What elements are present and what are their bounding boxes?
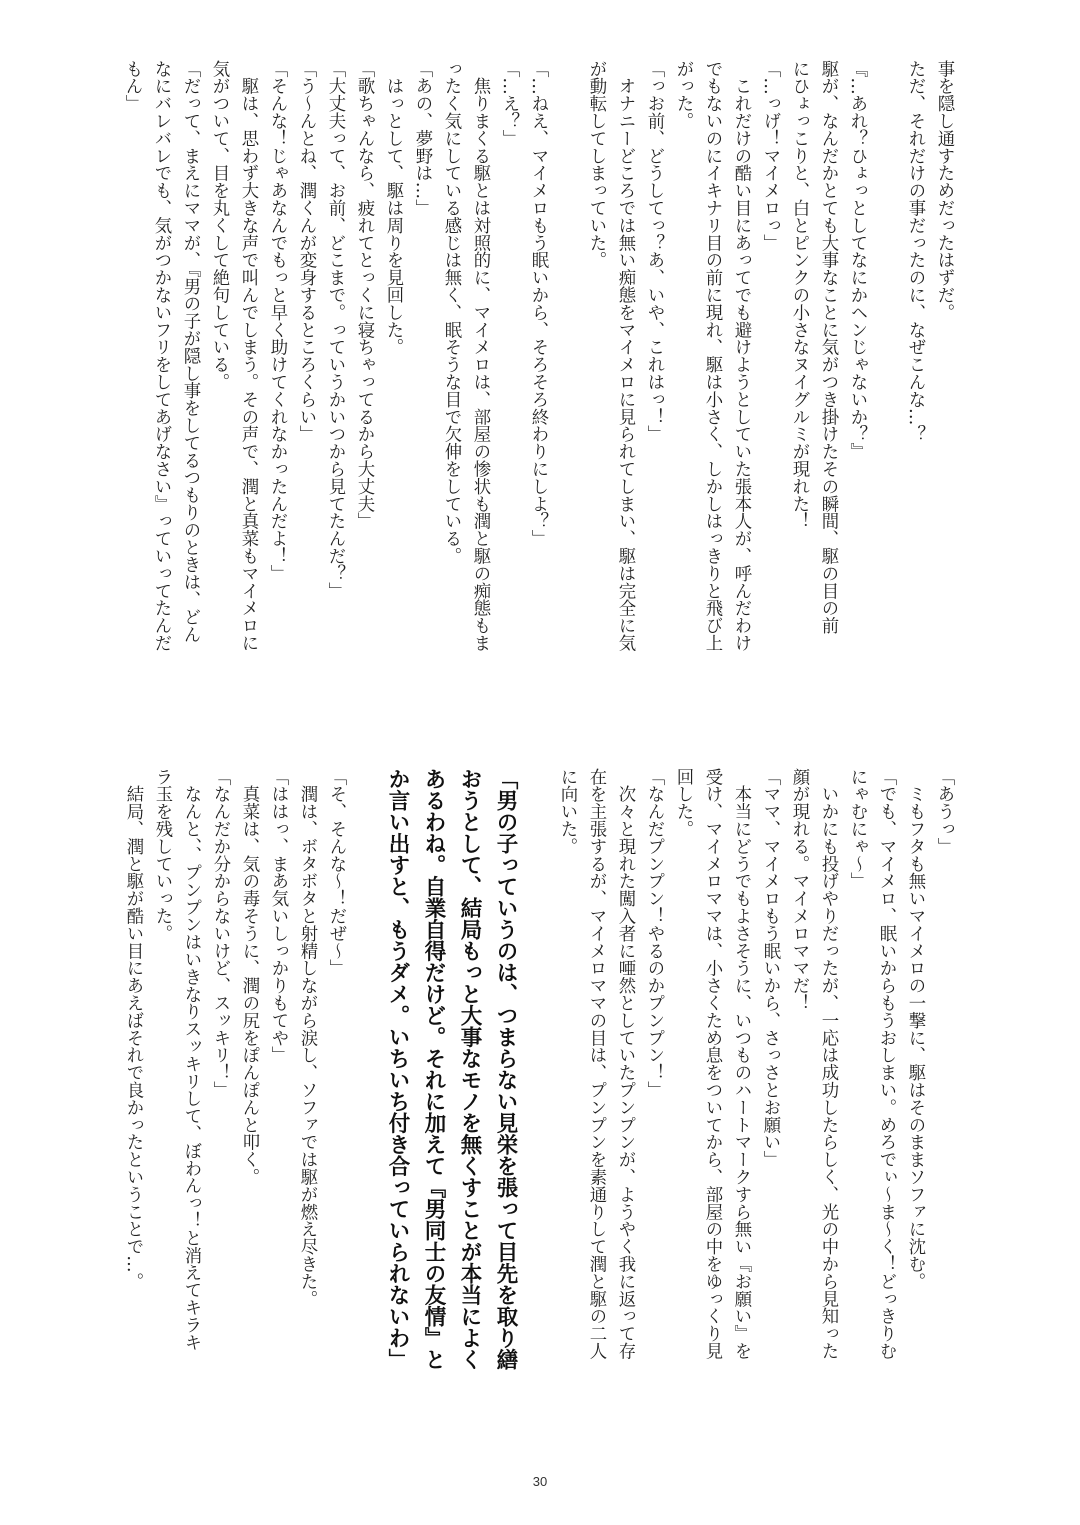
text-line: にゃむにゃ～」 [847,768,867,890]
text-line: 焦りまくる駆とは対照的に、マイメロは、部屋の惨状も潤と駆の痴態もま [470,60,490,652]
text-line: 次々と現れた闖入者に唖然としていたプンプンが、ようやく我に返って存 [615,768,635,1360]
text-line: いかにも投げやりだったが、一応は成功したらしく、光の中から見知った [818,768,838,1360]
text-line: 「そんな！じゃあなんでもっと早く助けてくれなかったんだよ！」 [267,60,287,582]
text-line: ったく気にしている感じは無く、眠そうな目で欠伸をしている。 [441,60,461,565]
text-line: 本当にどうでもよさそうに、いつものハートマークすら無い『お願い』を [731,768,751,1360]
text-line: 「…え？」 [499,60,519,147]
text-line: 「ははっ、まあ気いしっかりもてや」 [268,768,288,1064]
text-line: 「歌ちゃんなら、疲れてとっくに寝ちゃってるから大丈夫」 [354,60,374,530]
text-line: ミもフタも無いマイメロの一撃に、駆はそのままソファに沈む。 [905,768,925,1290]
emphasized-text-line: か言い出すと、もうダメ。いちいち付き合っていられないわ」 [385,768,410,1370]
text-line: 「…ねえ、マイメロもう眠いから、そろそろ終わりにしよ？」 [528,60,548,548]
lower-text-block [118,768,958,1408]
text-line: 在を主張するが、マイメロママの目は、プンプンを素通りして潤と駆の二人 [586,768,606,1360]
text-line: ラ玉を残していった。 [152,768,172,942]
text-line: 事を隠し通すためだったはずだ。 [934,60,954,321]
blank-line [552,60,581,720]
text-line: 「…っげ！マイメロっ」 [760,60,780,252]
upper-text-block [117,60,958,720]
emphasized-text-line: あるわね。自業自得だけど。それに加えて『男同士の友情』と [421,768,446,1370]
text-line: 「だって、まえにママが、『男の子が隠し事をしてるつもりのときは、どん [180,60,200,643]
text-line: 駆は、思わず大きな声で叫んでしまう。その声で、潤と真菜もマイメロに [238,60,258,652]
page-number: 30 [532,1474,548,1489]
text-line: 受け、マイメロママは、小さくため息をついてから、部屋の中をゆっくり見 [702,768,722,1360]
text-line: 「あの、夢野は…」 [412,60,432,217]
text-line: 「でも、マイメロ、眠いからもうおしまい。めろでぃ～ま～く！どっきりむ [876,768,896,1360]
text-line: 「う～んとね、潤くんが変身するところくらい」 [296,60,316,443]
text-line: 「大丈夫って、お前、どこまで。っていうかいつから見てたんだ？」 [325,60,345,600]
emphasized-text-line: 「男の子っていうのは、つまらない見栄を張って目先を取り繕 [493,768,518,1370]
text-line: 「そ、そんな～！だぜ～」 [326,768,346,977]
text-line: 「なんだプンプン！やるのかプンプン！」 [644,768,664,1099]
text-line: 駆が、なんだかとても大事なことに気がつき掛けたその瞬間、駆の目の前 [818,60,838,635]
text-line: なにバレバレでも、気がつかないフリをしてあげなさい』っていってたんだ [151,60,171,652]
text-line: が動転してしまっていた。 [586,60,606,269]
text-line: 「ママ、マイメロもう眠いから、さっさとお願い」 [760,768,780,1169]
blank-line [523,768,552,1408]
text-line: 「あうっ」 [934,768,954,855]
text-line: なんと、、プンプンはいきなりスッキリして、ぼわんっ！と消えてキラキ [181,768,201,1351]
text-line: 『…あれ？ひょっとしてなにかヘンじゃないか？』 [847,60,867,461]
text-line: 真菜は、気の毒そうに、潤の尻をぽんぽんと叩く。 [239,768,259,1186]
emphasized-text-line: おうとして、結局もっと大事なモノを無くすことが本当によく [457,768,482,1370]
text-line: ただ、それだけの事だったのに、なぜこんな…？ [905,60,925,443]
text-line: 回した。 [673,768,693,838]
text-line: 「っお前、どうしてっ？あ、いや、これはっ！」 [644,60,664,443]
text-line: 気がついて、目を丸くして絶句している。 [209,60,229,391]
text-line: はっとして、駆は周りを見回した。 [383,60,403,356]
text-line: にひょっこりと、白とピンクの小さなヌイグルミが現れた！ [789,60,809,530]
text-line: 潤は、ボタボタと射精しながら涙し、ソファでは駆が燃え尽きた。 [297,768,317,1308]
text-line: 結局、潤と駆が酷い目にあえばそれで良かったということで…。 [123,768,143,1290]
blank-line [871,60,900,720]
text-line: オナニーどころでは無い痴態をマイメロに見られてしまい、駆は完全に気 [615,60,635,652]
blank-line [350,768,379,1408]
text-line: 「なんだか分からないけど、スッキリ！」 [210,768,230,1099]
text-line: でもないのにイキナリ目の前に現れ、駆は小さく、しかしはっきりと飛び上 [702,60,722,652]
text-line: 顔が現れる。マイメロママだ！ [789,768,809,1012]
text-line: に向いた。 [557,768,577,855]
text-line: もん」 [122,60,142,113]
text-line: がった。 [673,60,693,130]
text-line: これだけの酷い目にあってでも避けようとしていた張本人が、呼んだわけ [731,60,751,652]
